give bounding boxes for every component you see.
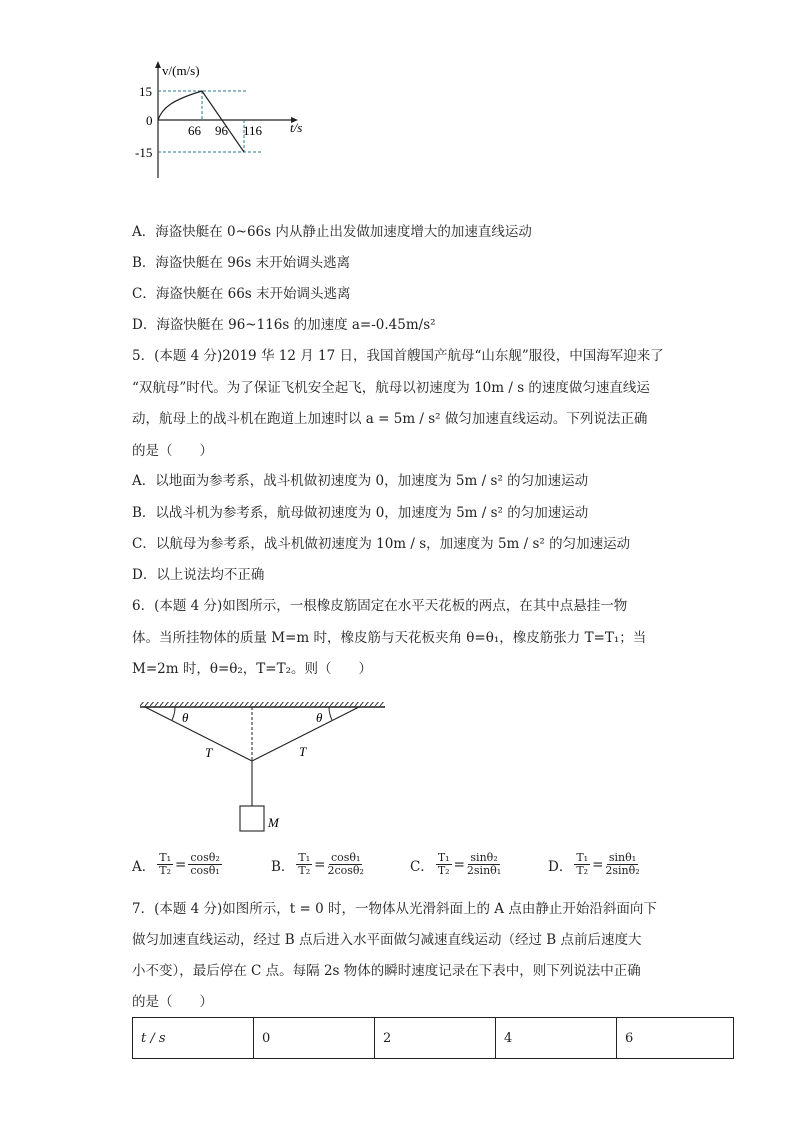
angle-arc-left xyxy=(172,707,175,720)
q6-option-a-letter: A． xyxy=(132,858,156,875)
q6-stem-line-1: 6．(本题 4 分)如图所示，一根橡皮筋固定在水平天花板的两点，在其中点悬挂一物 xyxy=(132,598,628,614)
angle-arc-right xyxy=(329,707,332,720)
table-cell-header: t / s xyxy=(133,1018,254,1059)
table-cell: 2 xyxy=(375,1018,496,1059)
tick-66: 66 xyxy=(188,123,201,138)
q5-option-c: C．以航母为参考系，战斗机做初速度为 10m / s，加速度为 5m / s² 的匀加速运动 xyxy=(132,536,631,552)
q6-option-c: C． $\frac{\text{T₁}}{\text{T₂}}$ = $\frac{\text{sinθ₂}}{\text{2sinθ₁}}$ xyxy=(410,851,502,877)
q7-stem-line-2: 做匀加速直线运动，经过 B 点后进入水平面做匀减速直线运动（经过 B 点前后速度大 xyxy=(132,932,642,948)
q6-option-a: A． $\frac{\text{T₁}}{\text{T₂}}$ = $\frac{\text{cosθ₂}}{\text{cosθ₁}}$ xyxy=(132,851,220,877)
q6-option-b-letter: B． xyxy=(271,858,295,875)
table-cell: 4 xyxy=(496,1018,617,1059)
tick-neg15: -15 xyxy=(135,145,153,160)
theta-right-label: θ xyxy=(316,710,323,725)
q5-option-b: B．以战斗机为参考系，航母做初速度为 0，加速度为 5m / s² 的匀加速运动 xyxy=(132,505,589,521)
x-axis-label: t/s xyxy=(290,120,303,135)
q5-option-d: D．以上说法均不正确 xyxy=(132,567,265,583)
q6-option-c-rhs: $\frac{\text{sinθ₂}}{\text{2sinθ₁}}$ xyxy=(466,851,502,877)
q6-option-d-letter: D． xyxy=(548,858,573,875)
q7-stem-line-1: 7．(本题 4 分)如图所示，t = 0 时，一物体从光滑斜面上的 A 点由静止开始沿斜面向下 xyxy=(132,901,657,917)
tension-right-label: T xyxy=(299,744,307,759)
mass-block xyxy=(240,806,264,831)
q6-option-b: B． $\frac{\text{T₁}}{\text{T₂}}$ = $\frac{\text{cosθ₁}}{\text{2cosθ₂}}$ xyxy=(271,851,364,877)
q4-option-a: A．海盗快艇在 0~66s 内从静止出发做加速度增大的加速直线运动 xyxy=(132,224,532,240)
q6-option-b-lhs: $\frac{\text{T₁}}{\text{T₂}}$ xyxy=(298,851,311,877)
q5-option-a: A．以地面为参考系，战斗机做初速度为 0，加速度为 5m / s² 的匀加速运动 xyxy=(132,473,589,489)
q7-stem-line-3: 小不变），最后停在 C 点。每隔 2s 物体的瞬时速度记录在下表中，则下列说法中正确 xyxy=(132,963,641,979)
q7-stem-line-4: 的是（ ） xyxy=(132,994,213,1010)
q6-option-c-lhs: $\frac{\text{T₁}}{\text{T₂}}$ xyxy=(437,851,450,877)
table-row xyxy=(133,1018,734,1059)
tick-96: 96 xyxy=(215,123,228,138)
q6-option-a-rhs: $\frac{\text{cosθ₂}}{\text{cosθ₁}}$ xyxy=(190,851,220,877)
mass-label: M xyxy=(268,815,279,830)
tick-116: 116 xyxy=(243,123,263,138)
q6-stem-line-2: 体。当所挂物体的质量 M=m 时，橡皮筋与天花板夹角 θ=θ₁，橡皮筋张力 T=T₁；当 xyxy=(132,630,647,646)
q6-option-d: D． $\frac{\text{T₁}}{\text{T₂}}$ = $\frac{\text{sinθ₁}}{\text{2sinθ₂}}$ xyxy=(548,851,640,877)
q6-stem-line-3: M=2m 时，θ=θ₂，T=T₂。则（ ） xyxy=(132,661,373,677)
theta-left-label: θ xyxy=(182,710,189,725)
vt-graph xyxy=(130,58,310,183)
q6-option-d-rhs: $\frac{\text{sinθ₁}}{\text{2sinθ₂}}$ xyxy=(605,851,640,877)
v-axis-arrow xyxy=(155,61,161,68)
q5-stem-line-1: 5．(本题 4 分)2019 华 12 月 17 日，我国首艘国产航母“山东舰”服役，中国海军迎来了 xyxy=(132,348,664,364)
q6-option-b-rhs: $\frac{\text{cosθ₁}}{\text{2cosθ₂}}$ xyxy=(327,851,364,877)
y-axis-label: v/(m/s) xyxy=(162,63,200,78)
q6-option-c-letter: C． xyxy=(410,858,434,875)
tick-15: 15 xyxy=(139,84,152,99)
q6-option-a-lhs: $\frac{\text{T₁}}{\text{T₂}}$ xyxy=(159,851,171,877)
rubber-band-left xyxy=(145,707,252,761)
q6-option-d-lhs: $\frac{\text{T₁}}{\text{T₂}}$ xyxy=(576,851,589,877)
tension-left-label: T xyxy=(205,745,213,760)
table-cell: 6 xyxy=(617,1018,734,1059)
q5-stem-line-3: 动，航母上的战斗机在跑道上加速时以 a = 5m / s² 做匀加速直线运动。下列说法正确 xyxy=(132,411,648,427)
q7-velocity-table xyxy=(132,1017,734,1059)
tick-0: 0 xyxy=(146,113,153,128)
q4-option-d: D．海盗快艇在 96~116s 的加速度 a=-0.45m/s² xyxy=(132,317,436,333)
q5-stem-line-2: “双航母”时代。为了保证飞机安全起飞，航母以初速度为 10m / s 的速度做匀速直线运 xyxy=(132,380,650,396)
q4-option-c: C．海盗快艇在 66s 末开始调头逃离 xyxy=(132,286,351,302)
velocity-curve xyxy=(158,91,244,152)
table-cell: 0 xyxy=(254,1018,375,1059)
q5-stem-line-4: 的是（ ） xyxy=(132,443,213,459)
q4-option-b: B．海盗快艇在 96s 末开始调头逃离 xyxy=(132,255,351,271)
q6-figure xyxy=(135,700,395,840)
